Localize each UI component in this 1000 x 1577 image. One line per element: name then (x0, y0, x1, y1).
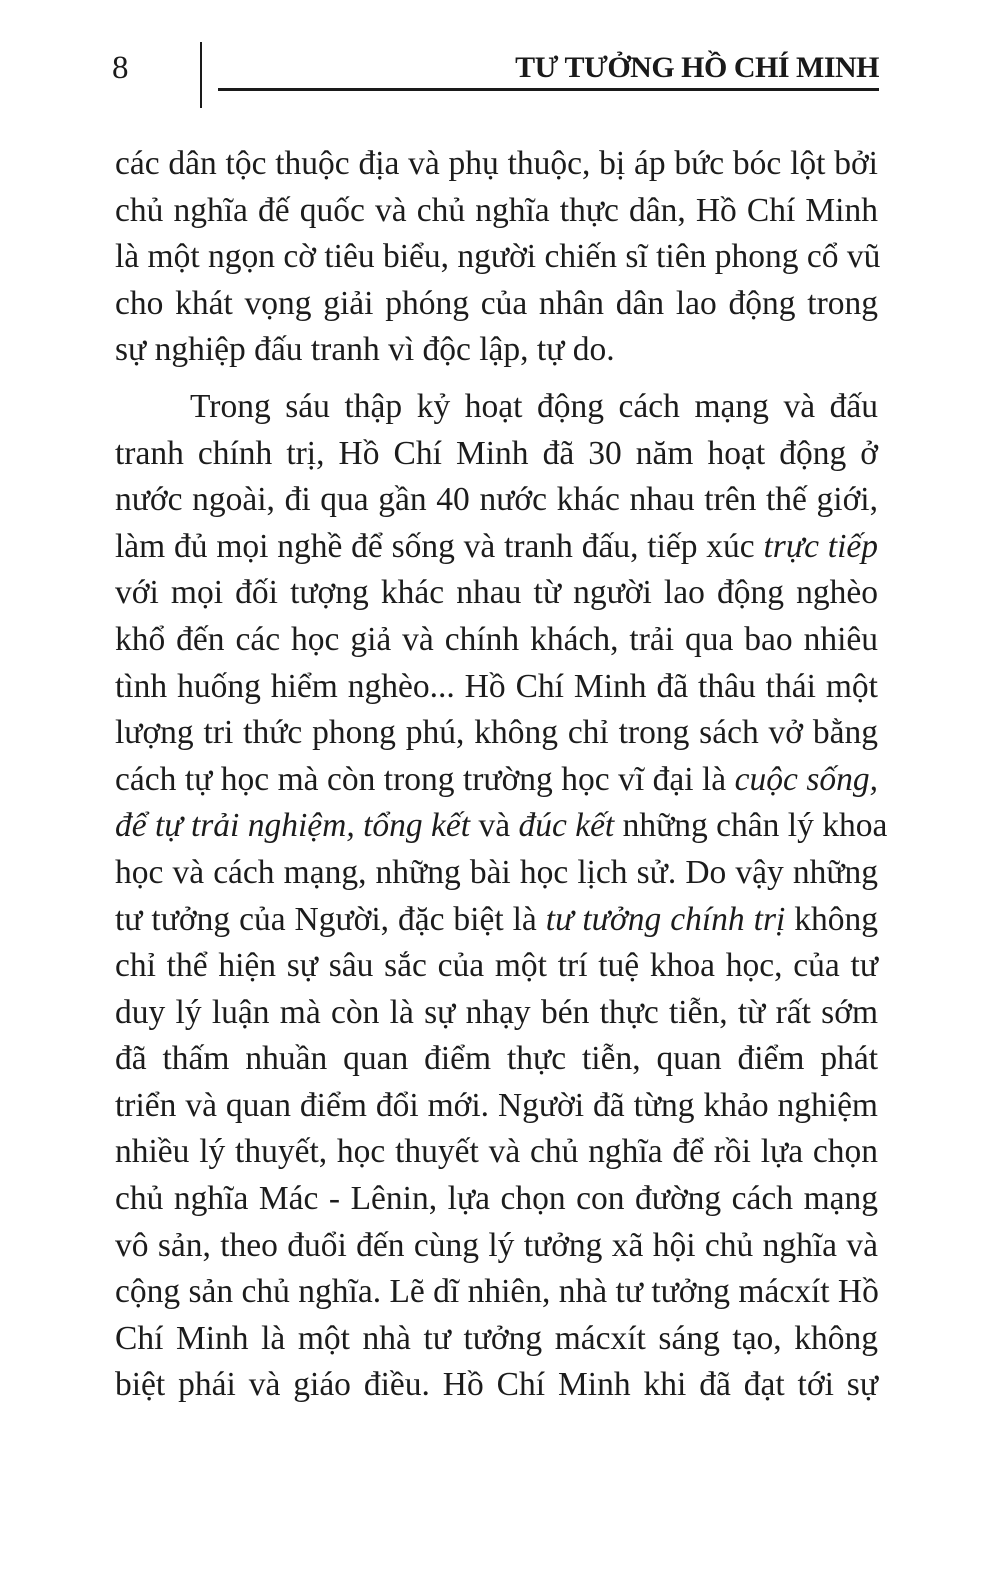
text-line: cộng sản chủ nghĩa. Lẽ dĩ nhiên, nhà tư tưởng mácxít Hồ (115, 1273, 879, 1311)
text-line: học và cách mạng, những bài học lịch sử. Do vậy những (115, 853, 878, 891)
text-line: nước ngoài, đi qua gần 40 nước khác nhau trên thế giới, (115, 481, 878, 519)
paragraph-gap (115, 374, 878, 384)
text-line: triển và quan điểm đổi mới. Người đã từng khảo nghiệm (115, 1086, 878, 1124)
text-line (115, 897, 878, 944)
text-line: duy lý luận mà còn là sự nhạy bén thực tiễn, từ rất sớm (115, 993, 878, 1031)
text-line: với mọi đối tượng khác nhau từ người lao động nghèo (115, 574, 878, 612)
italic-run: đúc kết (518, 807, 615, 845)
text-line (115, 803, 888, 850)
body-text (115, 141, 888, 1409)
text-line: Chí Minh là một nhà tư tưởng mácxít sáng tạo, không (115, 1319, 878, 1357)
text-run: tư tưởng của Người, đặc biệt là (115, 900, 546, 938)
page-header (0, 0, 1000, 120)
text-line (115, 524, 878, 571)
text-line: biệt phái và giáo điều. Hồ Chí Minh khi đã đạt tới sự (115, 1366, 878, 1404)
text-line (115, 757, 878, 804)
italic-run: tư tưởng chính trị (545, 900, 786, 938)
page-number: 8 (112, 50, 129, 86)
text-line: đã thấm nhuần quan điểm thực tiễn, quan điểm phát (115, 1040, 878, 1078)
italic-run: trực tiếp (763, 527, 879, 565)
paragraph-1 (115, 141, 881, 374)
text-line: chỉ thể hiện sự sâu sắc của một trí tuệ khoa học, của tư (115, 947, 878, 985)
italic-run: cuộc sống, (734, 760, 879, 798)
text-line: các dân tộc thuộc địa và phụ thuộc, bị áp bức bóc lột bởi (115, 145, 878, 182)
running-title: TƯ TƯỞNG HỒ CHÍ MINH (515, 51, 879, 84)
text-run: không (785, 900, 879, 938)
text-line: sự nghiệp đấu tranh vì độc lập, tự do. (115, 331, 615, 369)
text-line: cho khát vọng giải phóng của nhân dân lao động trong (115, 284, 878, 322)
text-line: chủ nghĩa Mác - Lênin, lựa chọn con đường cách mạng (115, 1180, 878, 1218)
text-line: Trong sáu thập kỷ hoạt động cách mạng và đấu (190, 387, 878, 425)
text-line: khổ đến các học giả và chính khách, trải qua bao nhiêu (115, 620, 878, 658)
paragraph-2 (115, 384, 888, 1409)
text-line: tình huống hiểm nghèo... Hồ Chí Minh đã thâu thái một (115, 667, 878, 705)
text-line: vô sản, theo đuổi đến cùng lý tưởng xã hội chủ nghĩa và (115, 1226, 878, 1264)
text-run: làm đủ mọi nghề để sống và tranh đấu, tiếp xúc (115, 527, 764, 565)
text-run: những chân lý khoa (614, 807, 888, 845)
text-line: là một ngọn cờ tiêu biểu, người chiến sĩ tiên phong cổ vũ (115, 238, 881, 276)
header-vertical-rule (200, 42, 202, 108)
text-line: lượng tri thức phong phú, không chỉ trong sách vở bằng (115, 714, 878, 752)
text-run: cách tự học mà còn trong trường học vĩ đại là (115, 760, 735, 798)
text-line: tranh chính trị, Hồ Chí Minh đã 30 năm hoạt động ở (115, 434, 878, 472)
text-line: chủ nghĩa đế quốc và chủ nghĩa thực dân, Hồ Chí Minh (115, 191, 878, 229)
text-line: nhiều lý thuyết, học thuyết và chủ nghĩa để rồi lựa chọn (115, 1133, 878, 1171)
italic-run: tự trải nghiệm, tổng kết (155, 807, 471, 845)
header-horizontal-rule (218, 88, 879, 91)
italic-run: để (115, 807, 155, 845)
text-run: và (470, 807, 519, 845)
